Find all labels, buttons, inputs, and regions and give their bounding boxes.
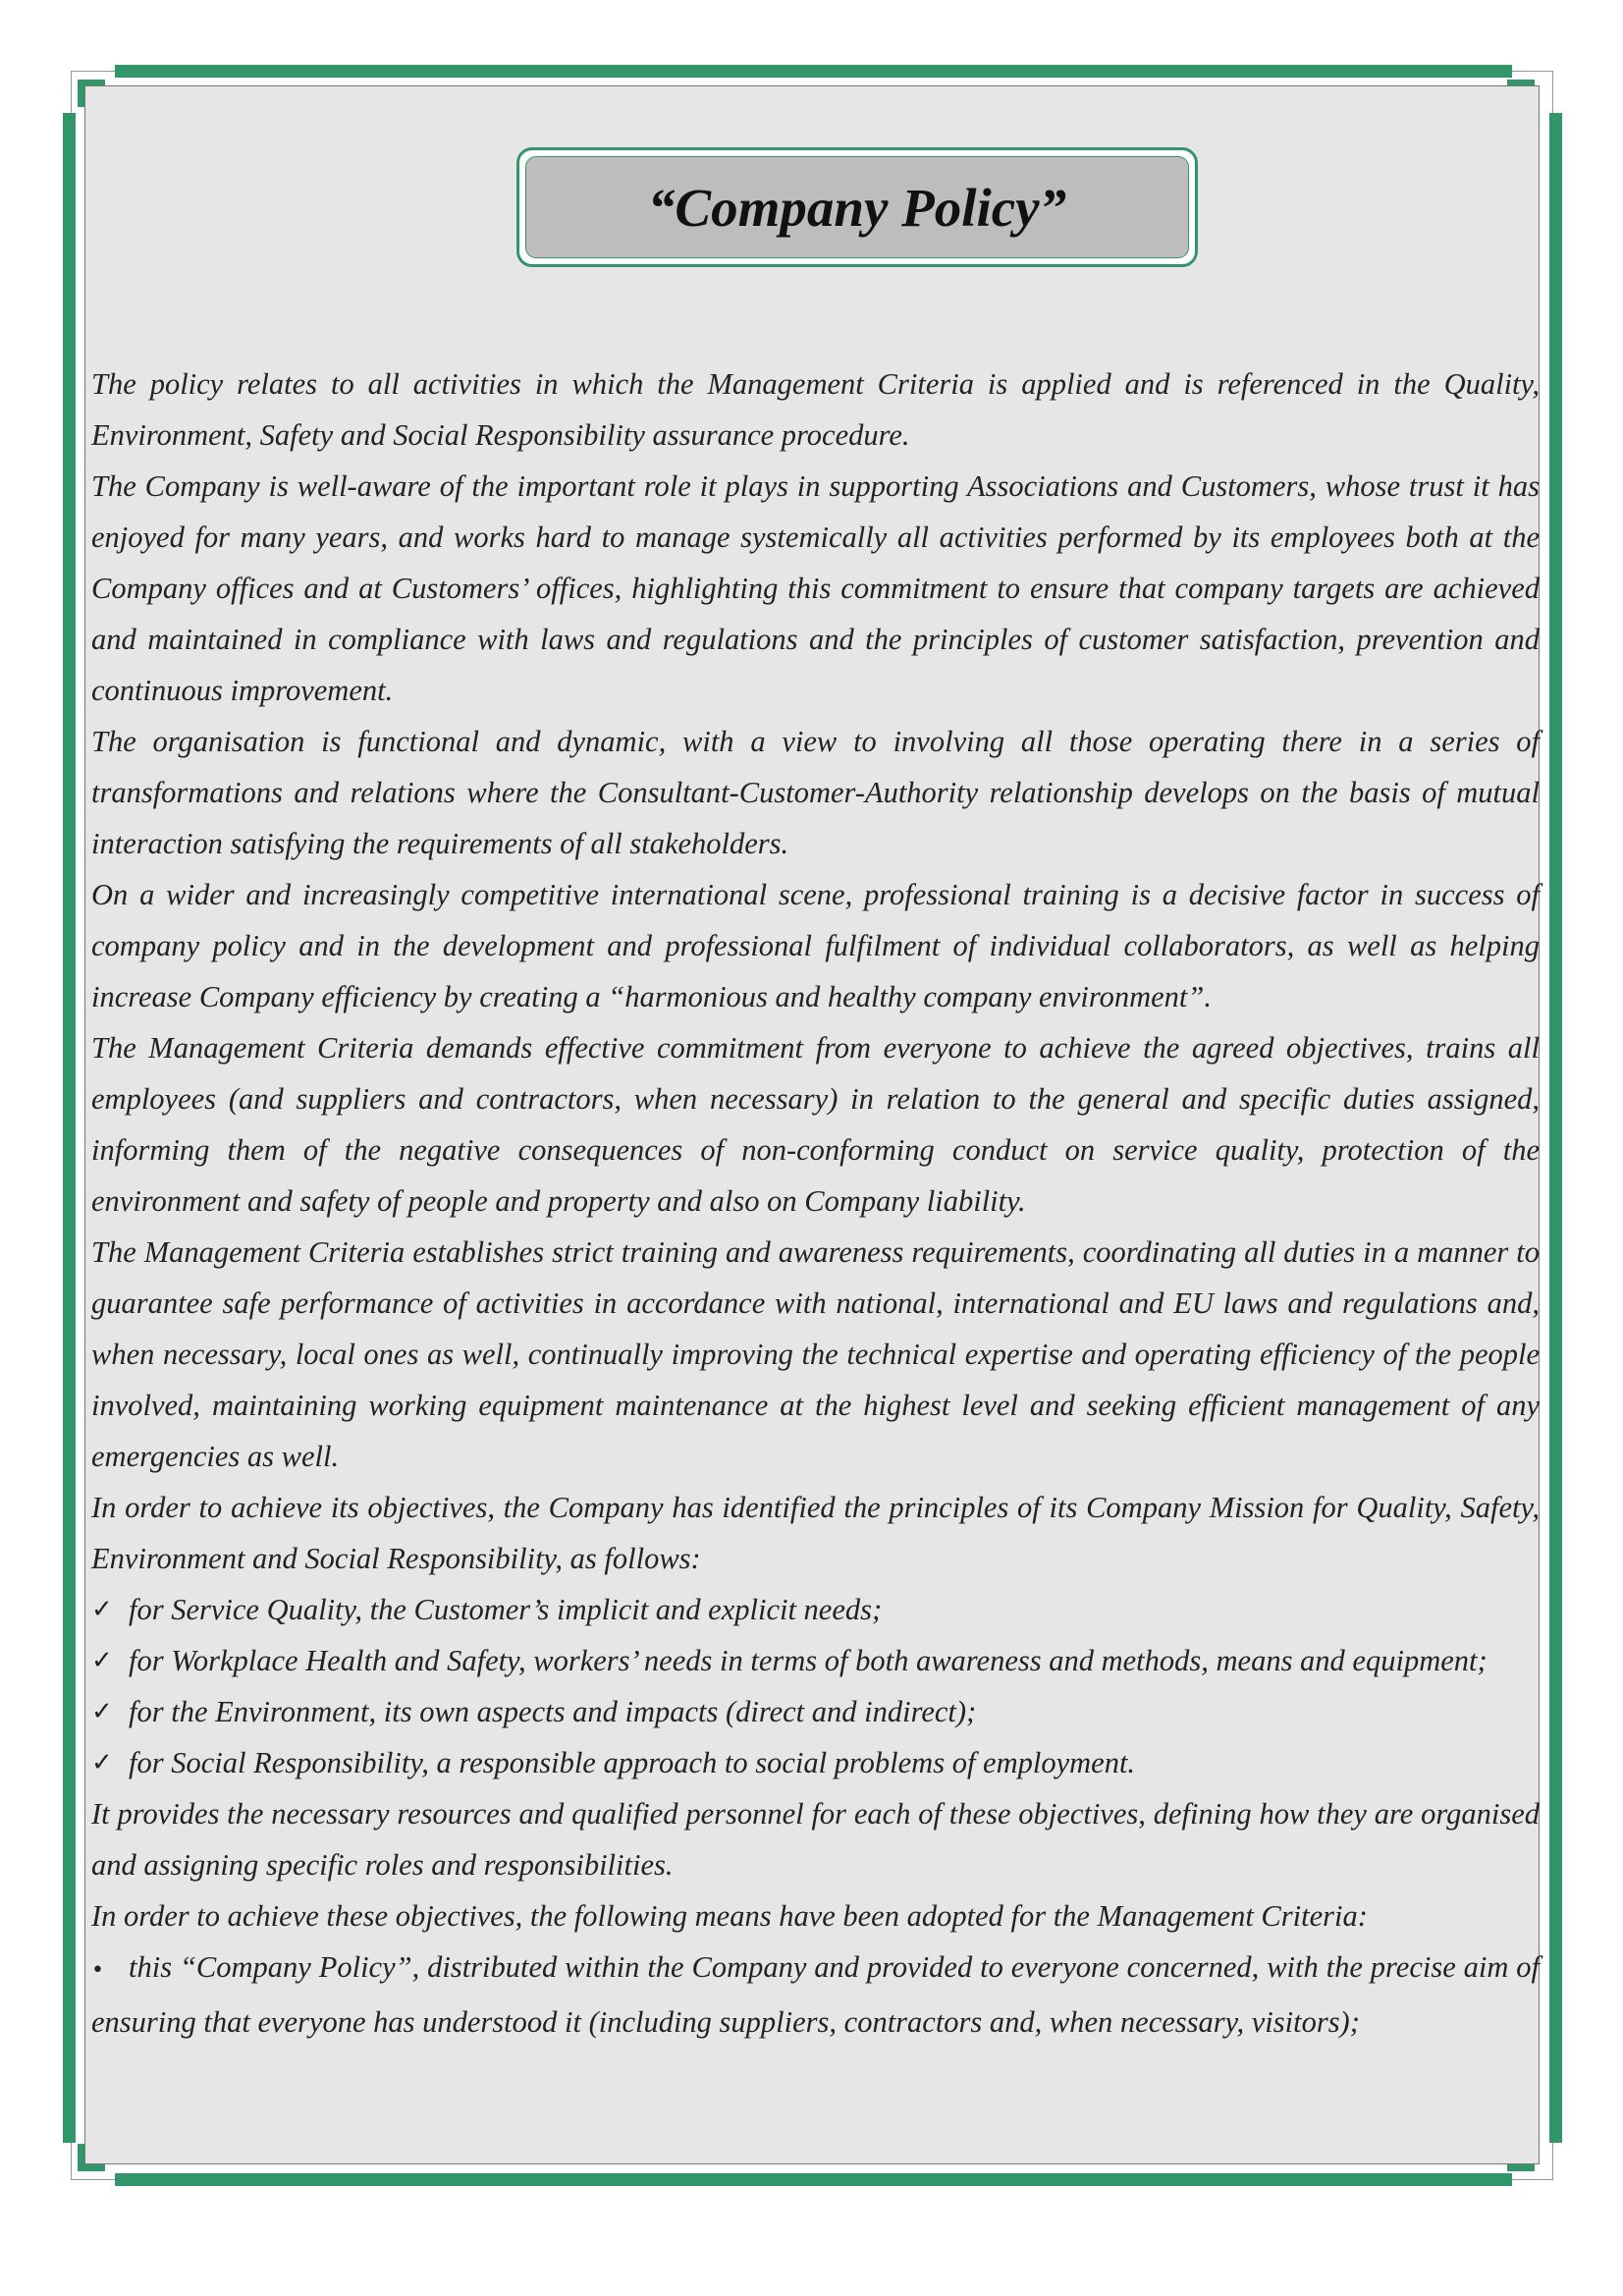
- checklist-item: [91, 1737, 1540, 1788]
- paragraph: The organisation is functional and dynamic, with a view to involving all those operating there in a series of transformations and relations where the Consultant-Customer-Authority relationship develops on the basis of mutual interaction satisfying the requirements of all stakeholders.: [91, 725, 1540, 860]
- checkmark-icon: ✓: [91, 1646, 113, 1675]
- bullet-icon: •: [91, 1958, 104, 1983]
- checklist-item-text: for Service Quality, the Customer’s implicit and explicit needs;: [129, 1593, 883, 1626]
- checkmark-icon: ✓: [91, 1595, 113, 1624]
- checklist-item-text: for the Environment, its own aspects and impacts (direct and indirect);: [129, 1695, 977, 1728]
- frame-bar-right: [1549, 113, 1562, 2143]
- title-box: [516, 147, 1198, 267]
- paragraph: The Management Criteria demands effective commitment from everyone to achieve the agreed objectives, trains all employees (and suppliers and contractors, when necessary) in relation to the general and specific duties assigned, informing them of the negative consequences of non-conforming conduct on service quality, protection of the environment and safety of people and property and also on Company liability.: [91, 1031, 1540, 1218]
- frame-bar-top: [115, 65, 1512, 78]
- paragraph: The policy relates to all activities in which the Management Criteria is applied and is referenced in the Quality, Environment, Safety and Social Responsibility assurance procedure.: [91, 367, 1540, 452]
- paragraph: The Management Criteria establishes strict training and awareness requirements, coordinating all duties in a manner to guarantee safe performance of activities in accordance with national, international and EU laws and regulations and, when necessary, local ones as well, continually improving the technical expertise and operating efficiency of the people involved, maintaining working equipment maintenance at the highest level and seeking efficient management of any emergencies as well.: [91, 1235, 1540, 1473]
- bullet-item: [91, 1941, 1540, 2048]
- paragraph: On a wider and increasingly competitive international scene, professional training is a decisive factor in success of company policy and in the development and professional fulfilment of individual collaborators, as well as helping increase Company efficiency by creating a “harmonious and healthy company environment”.: [91, 878, 1540, 1013]
- paragraph: In order to achieve these objectives, the following means have been adopted for the Management Criteria:: [91, 1899, 1368, 1933]
- checkmark-icon: ✓: [91, 1748, 113, 1777]
- checklist-item: [91, 1635, 1540, 1686]
- paragraph: It provides the necessary resources and qualified personnel for each of these objectives, defining how they are organised and assigning specific roles and responsibilities.: [91, 1797, 1540, 1882]
- checklist-item: [91, 1686, 1540, 1737]
- page-title: “Company Policy”: [647, 177, 1067, 238]
- paragraph: In order to achieve its objectives, the Company has identified the principles of its Company Mission for Quality, Safety, Environment and Social Responsibility, as follows:: [91, 1491, 1540, 1575]
- frame-bar-left: [63, 113, 76, 2143]
- title-inner: [525, 156, 1189, 258]
- checklist-item-text: for Social Responsibility, a responsible approach to social problems of employment.: [129, 1746, 1136, 1779]
- frame-bar-bottom: [115, 2173, 1512, 2186]
- bullet-item-text: this “Company Policy”, distributed within the Company and provided to everyone concerned, with the precise aim of ensuring that everyone has understood it (including suppliers, contractors and, when necessary, visitors);: [91, 1950, 1540, 2039]
- checklist-item: [91, 1584, 1540, 1635]
- paragraph: The Company is well-aware of the important role it plays in supporting Associations and Customers, whose trust it has enjoyed for many years, and works hard to manage systemically all activities performed by its employees both at the Company offices and at Customers’ offices, highlighting this commitment to ensure that company targets are achieved and maintained in compliance with laws and regulations and the principles of customer satisfaction, prevention and continuous improvement.: [91, 469, 1540, 707]
- checkmark-icon: ✓: [91, 1697, 113, 1726]
- checklist-item-text: for Workplace Health and Safety, workers’ needs in terms of both awareness and methods, means and equipment;: [129, 1644, 1488, 1677]
- policy-body: [91, 358, 1540, 2048]
